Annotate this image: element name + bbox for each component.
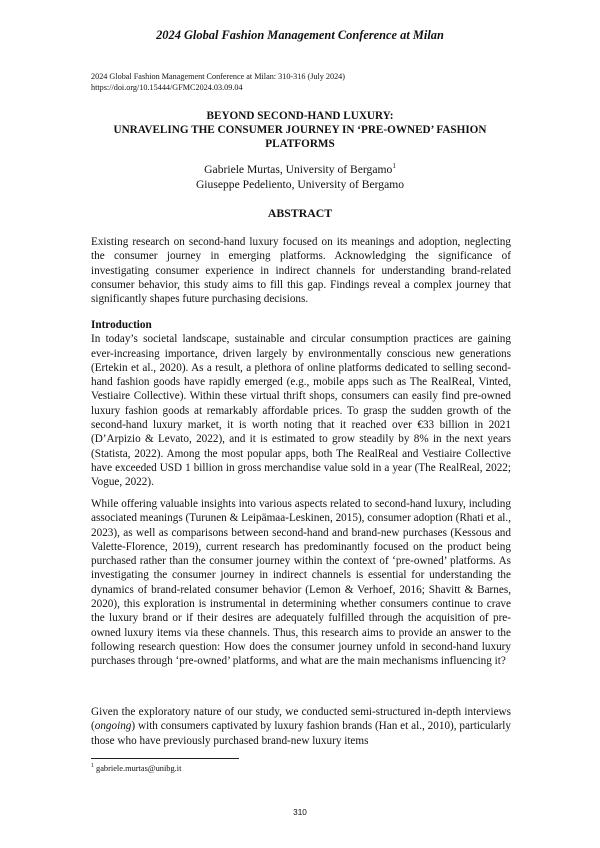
- author-1-name: Gabriele Murtas, University of Bergamo: [204, 163, 393, 176]
- footnote: [91, 764, 181, 773]
- introduction-heading: Introduction: [91, 319, 152, 331]
- title-line: UNRAVELING THE CONSUMER JOURNEY IN ‘PRE-OWNED’ FASHION: [113, 124, 487, 136]
- text-run: Given the exploratory nature of our study, we conducted semi-structured in-depth interviews (: [91, 706, 511, 733]
- footnote-mark[interactable]: 1: [392, 162, 396, 171]
- abstract-paragraph: Existing research on second-hand luxury focused on its meanings and adoption, neglecting the consumer journey in emerging platforms. Acknowledging the significance of investigating consumer experience in indirect channels for understanding brand-related consumer behavior, this study aims to fill this gap. Findings reveal a complex journey that significantly shapes future purchasing decisions.: [91, 236, 511, 306]
- title-line: BEYOND SECOND-HAND LUXURY:: [206, 110, 394, 122]
- paper-title: [60, 109, 540, 151]
- citation-block: [91, 71, 345, 93]
- text-run: ) with consumers captivated by luxury fashion brands (Han et al., 2010), particularly those who have previously purchased brand-new luxury items: [91, 720, 511, 747]
- title-line: PLATFORMS: [265, 138, 335, 150]
- author-list: [60, 162, 540, 192]
- footnote-number: 1: [91, 763, 94, 770]
- body-paragraph-block: [91, 497, 511, 669]
- body-paragraph: [91, 705, 511, 748]
- running-header: 2024 Global Fashion Management Conference at Milan: [156, 28, 444, 42]
- author-2: Giuseppe Pedeliento, University of Bergamo: [195, 178, 405, 191]
- citation-line: 2024 Global Fashion Management Conference at Milan: 310-316 (July 2024): [91, 72, 345, 81]
- footnote-email[interactable]: gabriele.murtas@unibg.it: [96, 764, 182, 773]
- page-number: 310: [293, 808, 307, 817]
- body-paragraph: In today’s societal landscape, sustainable and circular consumption practices are gaining ever-increasing importance, driven largely by environmentally conscious new generations (Ertekin et al., 2020). As a result, a plethora of online platforms dedicated to selling second-hand fashion goods have rapidly emerged (e.g., mobile apps such as The RealReal, Vinted, Vestiaire Collective). Within these virtual thrift shops, consumers can easily find pre-owned luxury fashion goods at remarkably affordable prices. To grasp the sudden growth of the second-hand luxury market, it is worth noting that it reached over €33 billion in 2021 (D’Arpizio & Levato, 2022), and it is estimated to grow steadily by 8% in the next years (Statista, 2022). Among the most popular apps, both The RealReal and Vestiaire Collective have exceeded USD 1 billion in gross merchandise value sold in a year (The RealReal, 2022; Vogue, 2022).: [91, 333, 511, 489]
- abstract-heading: ABSTRACT: [267, 206, 333, 220]
- footnote-divider: [91, 758, 239, 759]
- body-paragraph: While offering valuable insights into various aspects related to second-hand luxury, including associated meanings (Turunen & Leipämaa-Leskinen, 2015), consumer adoption (Rhati et al., 2023), as well as comparisons between second-hand and brand-new purchases (Kessous and Valette-Florence, 2019), current research has predominantly focused on the product being purchased rather than the consumer journey within the context of ‘pre-owned’ platforms. As investigating the consumer journey in indirect channels is essential for understanding the dynamics of brand-related consumer behavior (Lemon & Verhoef, 2016; Shavitt & Barnes, 2020), this exploration is instrumental in determining whether consumers continue to crave the luxury brand or if their desires are adequately fulfilled through the acquisition of pre-owned luxury items via these channels. Thus, this research aims to provide an answer to the following research question: How does the consumer journey unfold in second-hand luxury purchases through ‘pre-owned’ platforms, and what are the main mechanisms influencing it?: [91, 498, 511, 668]
- author-1: [60, 162, 540, 177]
- body-paragraph-block: [91, 705, 511, 748]
- doi-link[interactable]: https://doi.org/10.15444/GFMC2024.03.09.04: [91, 83, 243, 92]
- introduction-section: [91, 318, 511, 490]
- italic-text: ongoing: [94, 720, 132, 733]
- abstract-text: [91, 235, 511, 306]
